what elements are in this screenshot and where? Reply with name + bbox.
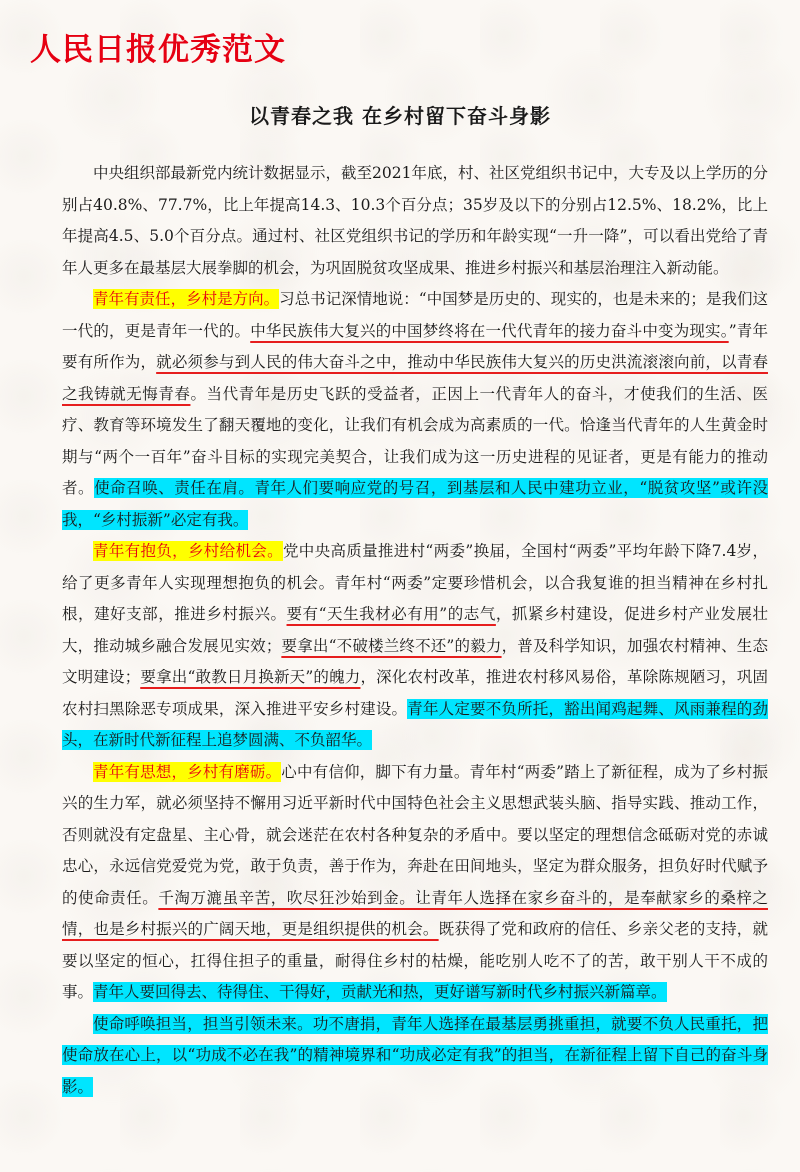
underlined-quote: 要有“天生我材必有用”的志气 <box>286 605 496 623</box>
paragraph-text: 习总书记深情地说：“中国梦是历史的、现实的，也是未来的；是我们这一代的，更是青年一代的。 <box>62 290 768 340</box>
article-title: 以青春之我 在乡村留下奋斗身影 <box>249 104 551 128</box>
underlined-quote: 就必须参与到人民的伟大奋斗之中，推动中华民族伟大复兴的历史洪流滚滚向前，以青春之我铸就无悔青春 <box>62 353 768 403</box>
conclusion-highlight: 青年人要回得去、待得住、干得好，贡献光和热，更好谱写新时代乡村振兴新篇章。 <box>93 983 667 1001</box>
paragraph-text: 心中有信仰，脚下有力量。青年村“两委”踏上了新征程，成为了乡村振兴的生力军，就必须坚持不懈用习近平新时代中国特色社会主义思想武装头脑、指导实践、推动工作，否则就没有定盘星、主心骨，就会迷茫在农村各种复杂的矛盾中。要以坚定的理想信念砥砺对党的赤诚忠心，永远信党爱党为党，敢于负责，善于作为，奔赴在田间地头，坚定为群众服务，担负好时代赋予的使命责任。 <box>62 762 768 907</box>
underlined-quote: 千淘万漉虽辛苦，吹尽狂沙始到金。让青年人选择在家乡奋斗的，是奉献家乡的桑梓之情，也是乡村振兴的广阔天地，更是组织提供的机会。 <box>62 888 768 938</box>
conclusion-highlight: 使命召唤、责任在肩。青年人们要响应党的号召，到基层和人民中建功立业，“脱贫攻坚”或许没我，“乡村振新”必定有我。 <box>62 479 768 529</box>
conclusion-highlight: 青年人定要不负所托，豁出闻鸡起舞、风雨兼程的劲头，在新时代新征程上追梦圆满、不负韶华。 <box>62 699 768 749</box>
paragraph-ambition <box>62 536 768 757</box>
paragraph-responsibility <box>62 284 768 536</box>
paragraph-text: 。当代青年是历史飞跃的受益者，正因上一代青年人的奋斗，才使我们的生活、医疗、教育等环境发生了翻天覆地的变化，让我们有机会成为高素质的一代。恰逢当代青年的人生黄金时期与“两个一百年”奋斗目标的实现完美契合，让我们成为这一历史进程的见证者，更是有能力的推动者。 <box>62 384 768 497</box>
paragraph-text: ，抓紧乡村建设，促进乡村产业发展壮大，推动城乡融合发展见实效； <box>62 605 768 655</box>
article-body <box>62 158 768 1103</box>
paragraph-text: ，普及科学知识，加强农村精神、生态文明建设； <box>62 636 768 686</box>
underlined-quote: 要拿出“不破楼兰终不还”的毅力 <box>281 636 502 655</box>
paragraph-intro <box>62 158 768 284</box>
paragraph-text: ”青年要有所作为， <box>62 321 768 371</box>
underlined-quote: 中华民族伟大复兴的中国梦终将在一代代青年的接力奋斗中变为现实。 <box>250 321 729 340</box>
paragraph-text: 既获得了党和政府的信任、乡亲父老的支持，就要以坚定的恒心，扛得住担子的重量，耐得住乡村的枯燥，能吃别人吃不了的苦，敢干别人干不成的事。 <box>62 920 768 1001</box>
section-lead-highlight: 青年有责任，乡村是方向。 <box>93 290 280 308</box>
section-lead-highlight: 青年有思想，乡村有磨砺。 <box>93 762 282 781</box>
underlined-quote: 要拿出“敢教日月换新天”的魄力 <box>140 668 361 686</box>
paragraph-thought <box>62 757 768 1009</box>
paragraph-text: ，深化农村改革，推进农村移风易俗，革除陈规陋习，巩固农村扫黑除恶专项成果，深入推进平安乡村建设。 <box>62 668 768 718</box>
paragraph-text: 党中央高质量推进村“两委”换届，全国村“两委”平均年龄下降7.4岁，给了更多青年人实现理想抱负的机会。青年村“两委”定要珍惜机会，以合我复谁的担当精神在乡村扎根，建好支部，推进乡村振兴。 <box>62 542 768 623</box>
section-lead-highlight: 青年有抱负，乡村给机会。 <box>93 542 283 560</box>
paragraph-conclusion <box>62 1009 768 1104</box>
conclusion-highlight: 使命呼唤担当，担当引领未来。功不唐捐，青年人选择在最基层勇挑重担，就要不负人民重托，把使命放在心上，以“功成不必在我”的精神境界和“功成必定有我”的担当，在新征程上留下自己的奋斗身影。 <box>62 1014 768 1096</box>
brand-title: 人民日报优秀范文 <box>30 32 286 68</box>
paragraph-text: 中央组织部最新党内统计数据显示，截至2021年底，村、社区党组织书记中，大专及以上学历的分别占40.8%、77.7%，比上年提高14.3、10.3个百分点；35岁及以下的分别占12.5%、18.2%，比上年提高4.5、5.0个百分点。通过村、社区党组织书记的学历和年龄实现“一升一降”，可以看出党给了青年人更多在最基层大展拳脚的机会，为巩固脱贫攻坚成果、推进乡村振兴和基层治理注入新动能。 <box>62 164 768 277</box>
